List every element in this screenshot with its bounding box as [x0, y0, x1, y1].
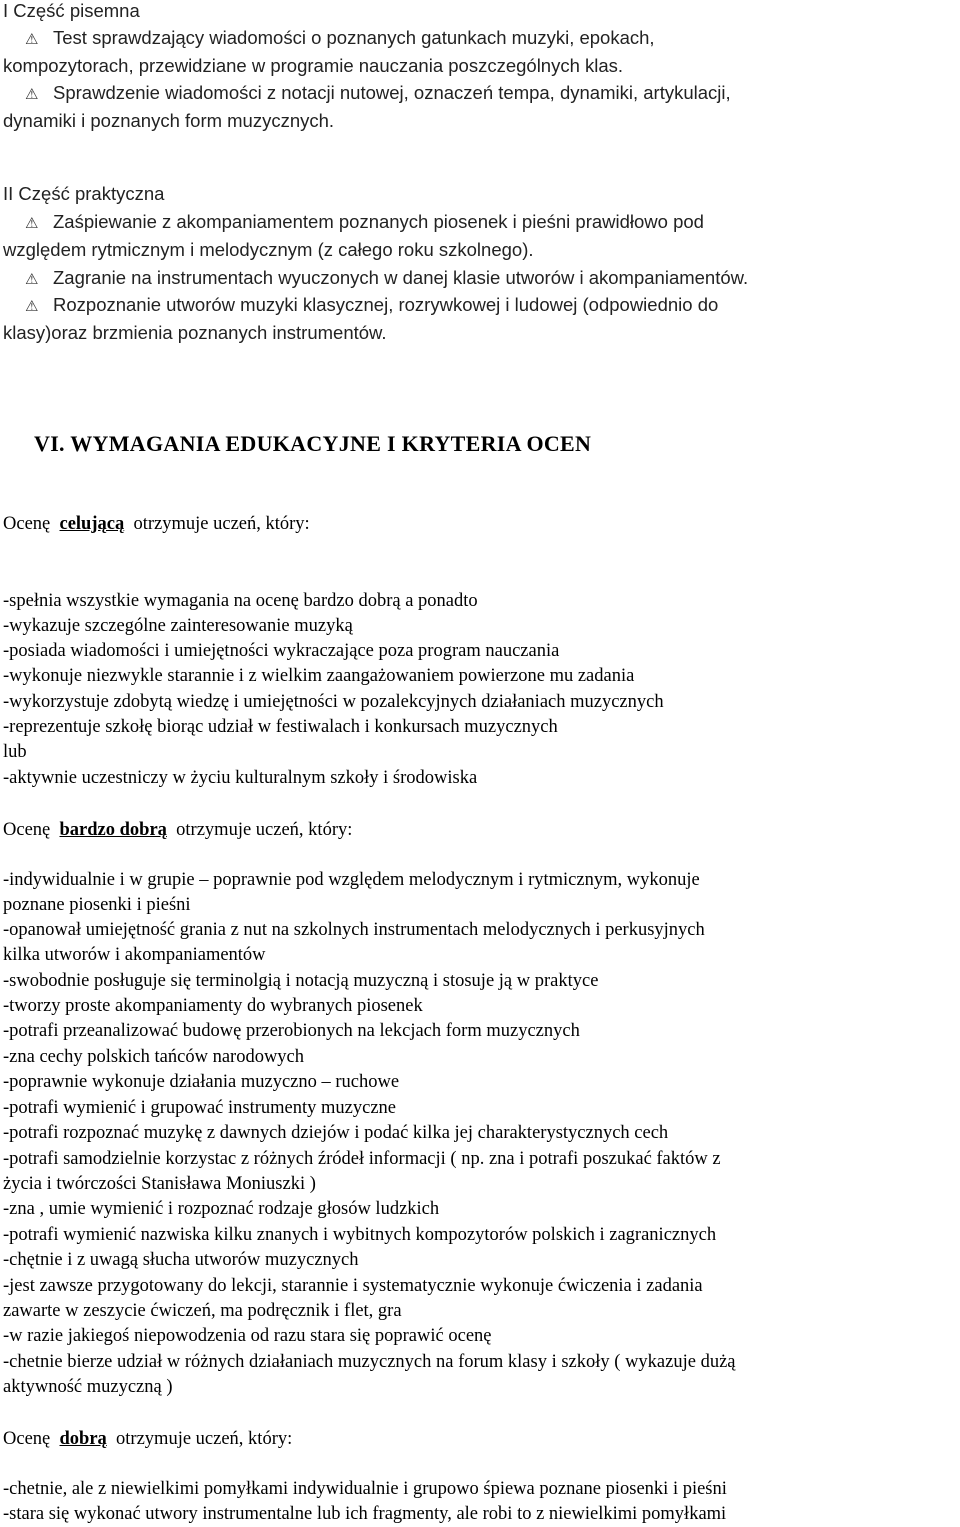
part2-bullet-2-text: Zagranie na instrumentach wyuczonych w danej klasie utworów i akompaniamentów. — [53, 267, 749, 288]
part2-bullet-3-text: Rozpoznanie utworów muzyki klasycznej, rozrywkowej i ludowej (odpowiednio do — [53, 294, 719, 315]
list-item: -potrafi samodzielnie korzystac z różnych źródeł informacji ( np. zna i potrafi poszukać faktów z — [3, 1149, 721, 1169]
list-item: -wykazuje szczególne zainteresowanie muzyką — [3, 616, 353, 636]
list-item: aktywność muzyczną ) — [3, 1377, 173, 1397]
part1-bullet-2 — [3, 82, 731, 106]
part2-bullet-2 — [3, 267, 748, 291]
part2-bullet-3 — [3, 294, 718, 318]
list-item: -wykorzystuje zdobytą wiedzę i umiejętności w pozalekcyjnych działaniach muzycznych — [3, 692, 664, 712]
list-item: -zna cechy polskich tańców narodowych — [3, 1047, 305, 1067]
list-item: -chetnie bierze udział w różnych działaniach muzycznych na forum klasy i szkoły ( wykazuje dużą — [3, 1352, 736, 1372]
part1-title: I Część pisemna — [3, 0, 140, 21]
list-item: -chętnie i z uwagą słucha utworów muzycznych — [3, 1250, 359, 1270]
part2-bullet-1-text: Zaśpiewanie z akompaniamentem poznanych piosenek i pieśni prawidłowo pod — [53, 211, 704, 232]
warning-triangle-icon: ⚠ — [25, 215, 39, 232]
part1-bullet-1-continued: kompozytorach, przewidziane w programie nauczania poszczególnych klas. — [3, 55, 624, 76]
warning-triangle-icon: ⚠ — [25, 31, 39, 48]
grade-prefix: Ocenę — [3, 514, 51, 534]
list-item: -indywidualnie i w grupie – poprawnie pod względem melodycznym i rytmicznym, wykonuje — [3, 870, 700, 890]
section-heading: VI. WYMAGANIA EDUKACYJNE I KRYTERIA OCEN — [34, 431, 592, 456]
list-item: -jest zawsze przygotowany do lekcji, starannie i systematycznie wykonuje ćwiczenia i zadania — [3, 1276, 703, 1296]
list-item: poznane piosenki i pieśni — [3, 895, 191, 915]
list-item: -potrafi rozpoznać muzykę z dawnych dziejów i podać kilka jej charakterystycznych cech — [3, 1123, 669, 1143]
list-item: -swobodnie posługuje się terminolgią i notacją muzyczną i stosuje ją w praktyce — [3, 971, 599, 991]
grade-suffix: otrzymuje uczeń, który: — [133, 514, 310, 534]
list-item: -posiada wiadomości i umiejętności wykraczające poza program nauczania — [3, 641, 560, 661]
list-item: kilka utworów i akompaniamentów — [3, 945, 266, 965]
grade-name: dobrą — [59, 1429, 107, 1449]
list-item: -w razie jakiegoś niepowodzenia od razu stara się poprawić ocenę — [3, 1326, 492, 1346]
grade-name: celującą — [59, 514, 125, 534]
list-item: -stara się wykonać utwory instrumentalne lub ich fragmenty, ale robi to z niewielkimi pomyłkami — [3, 1504, 727, 1524]
part2-bullet-1 — [3, 211, 704, 235]
grade-suffix: otrzymuje uczeń, który: — [176, 820, 353, 840]
list-item: -tworzy proste akompaniamenty do wybranych piosenek — [3, 996, 423, 1016]
grade-prefix: Ocenę — [3, 820, 51, 840]
grade-name: bardzo dobrą — [59, 820, 167, 840]
warning-triangle-icon: ⚠ — [25, 86, 39, 103]
part2-title: II Część praktyczna — [3, 183, 165, 204]
part1-bullet-2-continued: dynamiki i poznanych form muzycznych. — [3, 110, 335, 131]
grade-suffix: otrzymuje uczeń, który: — [116, 1429, 293, 1449]
list-item: lub — [3, 742, 27, 762]
warning-triangle-icon: ⚠ — [25, 298, 39, 315]
list-item: -zna , umie wymienić i rozpoznać rodzaje głosów ludzkich — [3, 1199, 440, 1219]
part2-bullet-3-continued: klasy)oraz brzmienia poznanych instrumentów. — [3, 322, 387, 343]
part2-bullet-1-continued: względem rytmicznym i melodycznym (z całego roku szkolnego). — [3, 239, 534, 260]
list-item: -reprezentuje szkołę biorąc udział w festiwalach i konkursach muzycznych — [3, 717, 558, 737]
list-item: -potrafi wymienić i grupować instrumenty muzyczne — [3, 1098, 396, 1118]
grade-prefix: Ocenę — [3, 1429, 51, 1449]
part1-bullet-1 — [3, 27, 655, 51]
grade-celujaca-intro — [3, 513, 310, 535]
list-item: życia i twórczości Stanisława Moniuszki ) — [3, 1174, 316, 1194]
list-item: -potrafi przeanalizować budowę przerobionych na lekcjach form muzycznych — [3, 1021, 580, 1041]
list-item: -aktywnie uczestniczy w życiu kulturalnym szkoły i środowiska — [3, 768, 478, 788]
grade-bardzo-dobra-intro — [3, 819, 352, 841]
part1-bullet-1-text: Test sprawdzający wiadomości o poznanych gatunkach muzyki, epokach, — [53, 27, 655, 48]
list-item: zawarte w zeszycie ćwiczeń, ma podręcznik i flet, gra — [3, 1301, 402, 1321]
list-item: -spełnia wszystkie wymagania na ocenę bardzo dobrą a ponadto — [3, 591, 478, 611]
list-item: -chetnie, ale z niewielkimi pomyłkami indywidualnie i grupowo śpiewa poznane piosenki i pieśni — [3, 1479, 727, 1499]
list-item: -potrafi wymienić nazwiska kilku znanych i wybitnych kompozytorów polskich i zagranicznych — [3, 1225, 717, 1245]
warning-triangle-icon: ⚠ — [25, 271, 39, 288]
list-item: -poprawnie wykonuje działania muzyczno – ruchowe — [3, 1072, 400, 1092]
part1-bullet-2-text: Sprawdzenie wiadomości z notacji nutowej, oznaczeń tempa, dynamiki, artykulacji, — [53, 82, 731, 103]
grade-dobra-intro — [3, 1428, 292, 1450]
list-item: -wykonuje niezwykle starannie i z wielkim zaangażowaniem powierzone mu zadania — [3, 666, 635, 686]
list-item: -opanował umiejętność grania z nut na szkolnych instrumentach melodycznych i perkusyjnych — [3, 920, 705, 940]
